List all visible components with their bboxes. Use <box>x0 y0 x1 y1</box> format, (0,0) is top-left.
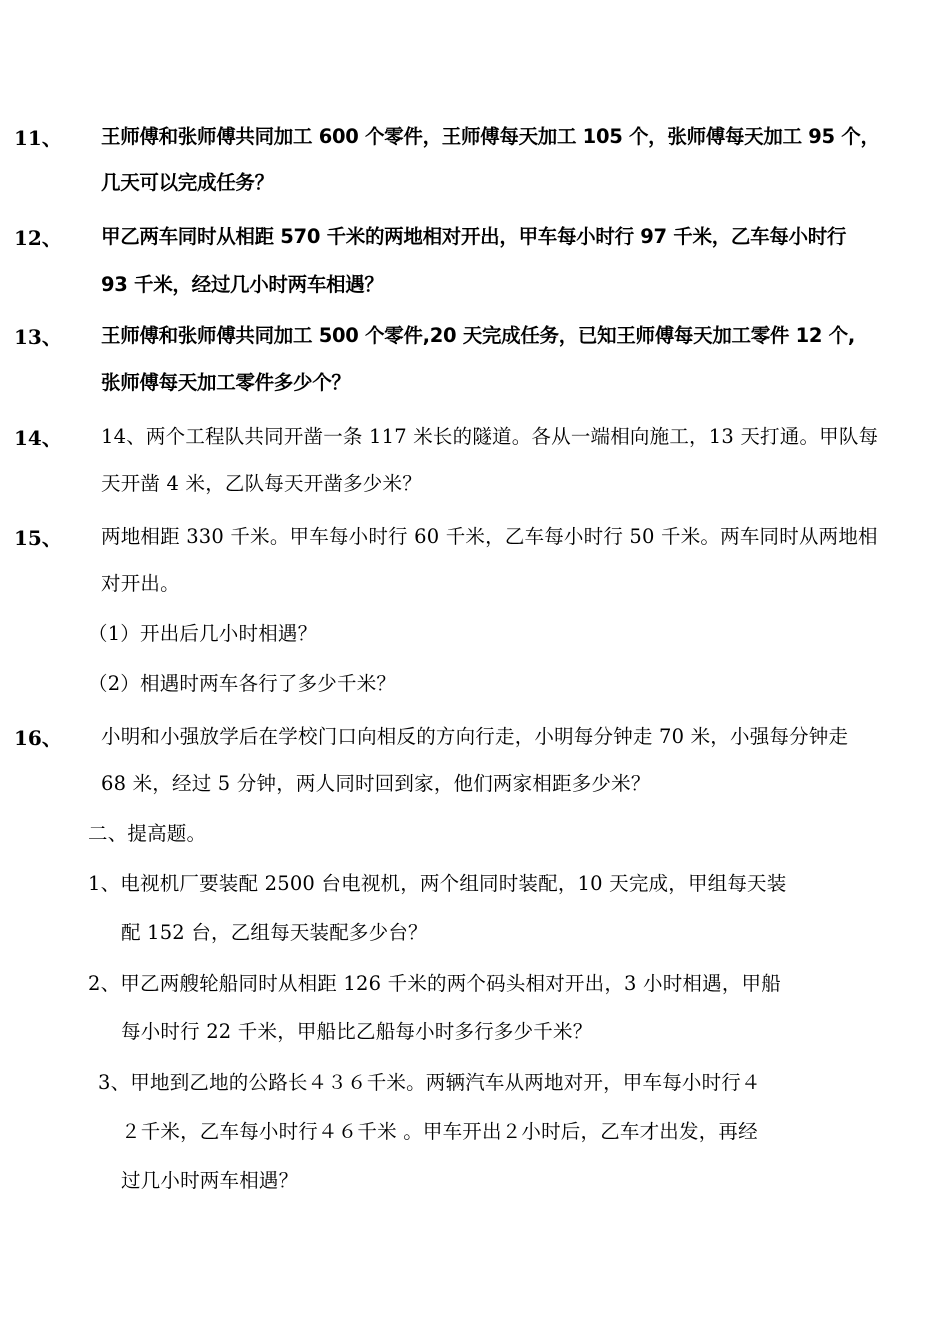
advanced-2-line-2: 每小时行 22 千米，甲船比乙船每小时多行多少千米？ <box>121 1020 593 1043</box>
problem-15-sub-1: （1）开出后几小时相遇？ <box>88 622 318 645</box>
problem-13-line-2: 张师傅每天加工零件多少个？ <box>101 371 351 394</box>
section-title: 二、提高题。 <box>88 822 207 845</box>
problem-11-line-1: 王师傅和张师傅共同加工 600 个零件，王师傅每天加工 105 个，张师傅每天加工 95 个， <box>101 125 880 148</box>
advanced-1-line-2: 配 152 台，乙组每天装配多少台？ <box>121 921 428 944</box>
advanced-1-line-1: 1、电视机厂要装配 2500 台电视机，两个组同时装配，10 天完成，甲组每天装 <box>88 872 787 895</box>
problem-13-line-1: 王师傅和张师傅共同加工 500 个零件,20 天完成任务，已知王师傅每天加工零件 12 个, <box>101 324 855 347</box>
problem-16-line-1: 小明和小强放学后在学校门口向相反的方向行走，小明每分钟走 70 米，小强每分钟走 <box>101 725 849 748</box>
problem-12-line-1: 甲乙两车同时从相距 570 千米的两地相对开出，甲车每小时行 97 千米，乙车每小时行 <box>101 225 847 248</box>
problem-14-line-2: 天开凿 4 米，乙队每天开凿多少米？ <box>101 472 422 495</box>
problem-14-number: 14、 <box>14 426 62 450</box>
problem-15-line-2: 对开出。 <box>101 572 180 595</box>
advanced-2-line-1: 2、甲乙两艘轮船同时从相距 126 千米的两个码头相对开出，3 小时相遇，甲船 <box>88 972 781 995</box>
problem-15-sub-2: （2）相遇时两车各行了多少千米？ <box>88 672 397 695</box>
problem-13-number: 13、 <box>14 325 62 349</box>
problem-12-line-2: 93 千米，经过几小时两车相遇？ <box>101 273 384 296</box>
problem-16-line-2: 68 米，经过 5 分钟，两人同时回到家，他们两家相距多少米？ <box>101 772 651 795</box>
problem-15-number: 15、 <box>14 526 62 550</box>
problem-12-number: 12、 <box>14 226 62 250</box>
advanced-3-line-2: ２千米，乙车每小时行４６千米 。甲车开出２小时后，乙车才出发，再经 <box>121 1120 758 1143</box>
problem-14-line-1: 14、两个工程队共同开凿一条 117 米长的隧道。各从一端相向施工，13 天打通。甲队每 <box>101 425 879 448</box>
problem-15-line-1: 两地相距 330 千米。甲车每小时行 60 千米，乙车每小时行 50 千米。两车同时从两地相 <box>101 525 878 548</box>
problem-16-number: 16、 <box>14 726 62 750</box>
problem-11-line-2: 几天可以完成任务？ <box>101 171 274 194</box>
advanced-3-line-1: 3、甲地到乙地的公路长４３６千米。两辆汽车从两地对开，甲车每小时行４ <box>98 1071 761 1094</box>
advanced-3-line-3: 过几小时两车相遇？ <box>121 1169 299 1192</box>
problem-11-number: 11、 <box>14 126 62 150</box>
